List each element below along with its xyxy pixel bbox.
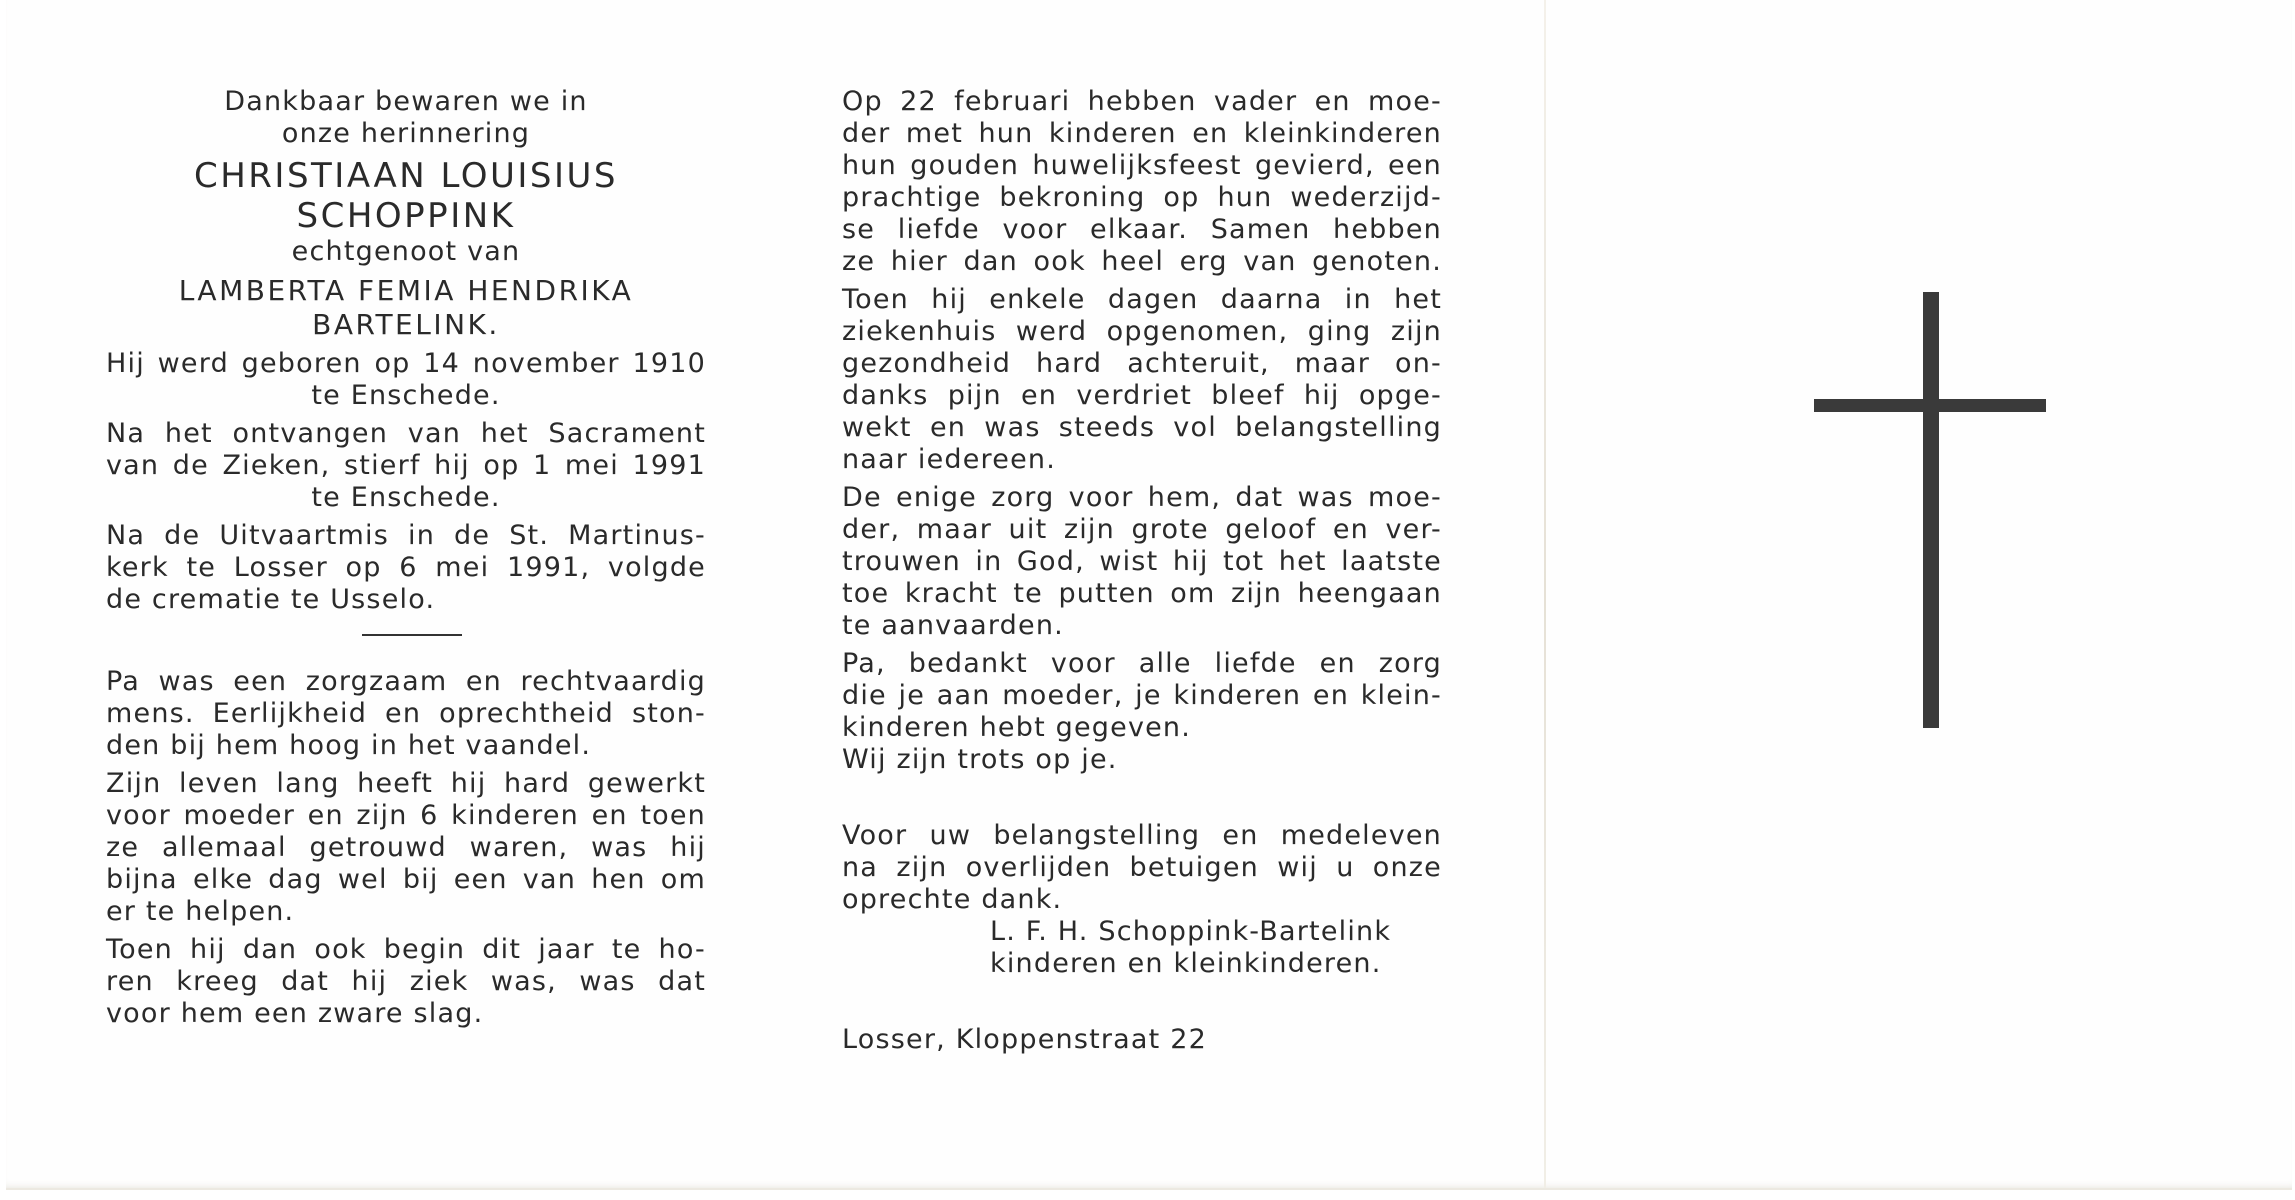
m-para3-line-3: trouwen in God, wist hij tot het laatste — [842, 546, 1442, 577]
middle-panel — [842, 86, 1442, 1056]
m-para1-line-6: ze hier dan ook heel erg van genoten. — [842, 246, 1442, 277]
m-para4-line-4: Wij zijn trots op je. — [842, 744, 1118, 775]
m-para4-line-2: die je aan moeder, je kinderen en klein- — [842, 680, 1442, 711]
m-para2-line-3: gezondheid hard achteruit, maar on- — [842, 348, 1442, 379]
para2-line-3: ze allemaal getrouwd waren, was hij — [106, 832, 706, 863]
thanks-line-1: Voor uw belangstelling en medeleven — [842, 820, 1442, 851]
m-para1-line-3: hun gouden huwelijksfeest gevierd, een — [842, 150, 1442, 181]
address: Losser, Kloppenstraat 22 — [842, 1024, 1207, 1055]
m-para3-line-4: toe kracht te putten om zijn heengaan — [842, 578, 1442, 609]
para3-line-2: ren kreeg dat hij ziek was, was dat — [106, 966, 706, 997]
death-line-1: Na het ontvangen van het Sacrament — [106, 418, 706, 449]
spouse-name-2: BARTELINK. — [312, 308, 500, 341]
thanks-line-3: oprechte dank. — [842, 884, 1063, 915]
cross-icon — [1814, 292, 2054, 728]
death-line-2: van de Zieken, stierf hij op 1 mei 1991 — [106, 450, 706, 481]
m-para4-line-1: Pa, bedankt voor alle liefde en zorg — [842, 648, 1442, 679]
funeral-line-2: kerk te Losser op 6 mei 1991, volgde — [106, 552, 706, 583]
signature-line-1: L. F. H. Schoppink-Bartelink — [990, 916, 1392, 947]
intro-line-2: onze herinnering — [281, 118, 531, 149]
m-para3-line-2: der, maar uit zijn grote geloof en ver- — [842, 514, 1442, 545]
m-para4-line-3: kinderen hebt gegeven. — [842, 712, 1192, 743]
divider — [362, 634, 462, 636]
thanks-line-2: na zijn overlijden betuigen wij u onze — [842, 852, 1442, 883]
m-para2-line-2: ziekenhuis werd opgenomen, ging zijn — [842, 316, 1442, 347]
funeral-line-1: Na de Uitvaartmis in de St. Martinus- — [106, 520, 706, 551]
m-para1-line-2: der met hun kinderen en kleinkinderen — [842, 118, 1442, 149]
spouse-name-1: LAMBERTA FEMIA HENDRIKA — [178, 274, 634, 307]
para3-line-1: Toen hij dan ook begin dit jaar te ho- — [106, 934, 706, 965]
m-para2-line-1: Toen hij enkele dagen daarna in het — [842, 284, 1442, 315]
m-para1-line-1: Op 22 februari hebben vader en moe- — [842, 86, 1442, 117]
m-para3-line-1: De enige zorg voor hem, dat was moe- — [842, 482, 1442, 513]
spouse-label: echtgenoot van — [291, 236, 521, 267]
funeral-line-3: de crematie te Usselo. — [106, 584, 436, 615]
death-line-3: te Enschede. — [311, 482, 501, 513]
birth-line-1: Hij werd geboren op 14 november 1910 — [106, 348, 706, 379]
para2-line-4: bijna elke dag wel bij een van hen om — [106, 864, 706, 895]
memorial-card — [6, 0, 2292, 1190]
para2-line-1: Zijn leven lang heeft hij hard gewerkt — [106, 768, 706, 799]
m-para3-line-5: te aanvaarden. — [842, 610, 1064, 641]
para3-line-3: voor hem een zware slag. — [106, 998, 484, 1029]
card-fold — [1544, 0, 1546, 1188]
m-para2-line-6: naar iedereen. — [842, 444, 1056, 475]
birth-line-2: te Enschede. — [311, 380, 501, 411]
m-para2-line-5: wekt en was steeds vol belangstelling — [842, 412, 1442, 443]
intro-line-1: Dankbaar bewaren we in — [224, 86, 588, 117]
para1-line-1: Pa was een zorgzaam en rechtvaardig — [106, 666, 706, 697]
signature-line-2: kinderen en kleinkinderen. — [990, 948, 1382, 979]
deceased-name-1: CHRISTIAAN LOUISIUS — [193, 156, 619, 196]
para2-line-5: er te helpen. — [106, 896, 295, 927]
para1-line-3: den bij hem hoog in het vaandel. — [106, 730, 592, 761]
para1-line-2: mens. Eerlijkheid en oprechtheid ston- — [106, 698, 706, 729]
m-para1-line-5: se liefde voor elkaar. Samen hebben — [842, 214, 1442, 245]
left-panel — [106, 86, 706, 1030]
m-para2-line-4: danks pijn en verdriet bleef hij opge- — [842, 380, 1442, 411]
m-para1-line-4: prachtige bekroning op hun wederzijd- — [842, 182, 1442, 213]
deceased-name-2: SCHOPPINK — [296, 196, 516, 236]
para2-line-2: voor moeder en zijn 6 kinderen en toen — [106, 800, 706, 831]
